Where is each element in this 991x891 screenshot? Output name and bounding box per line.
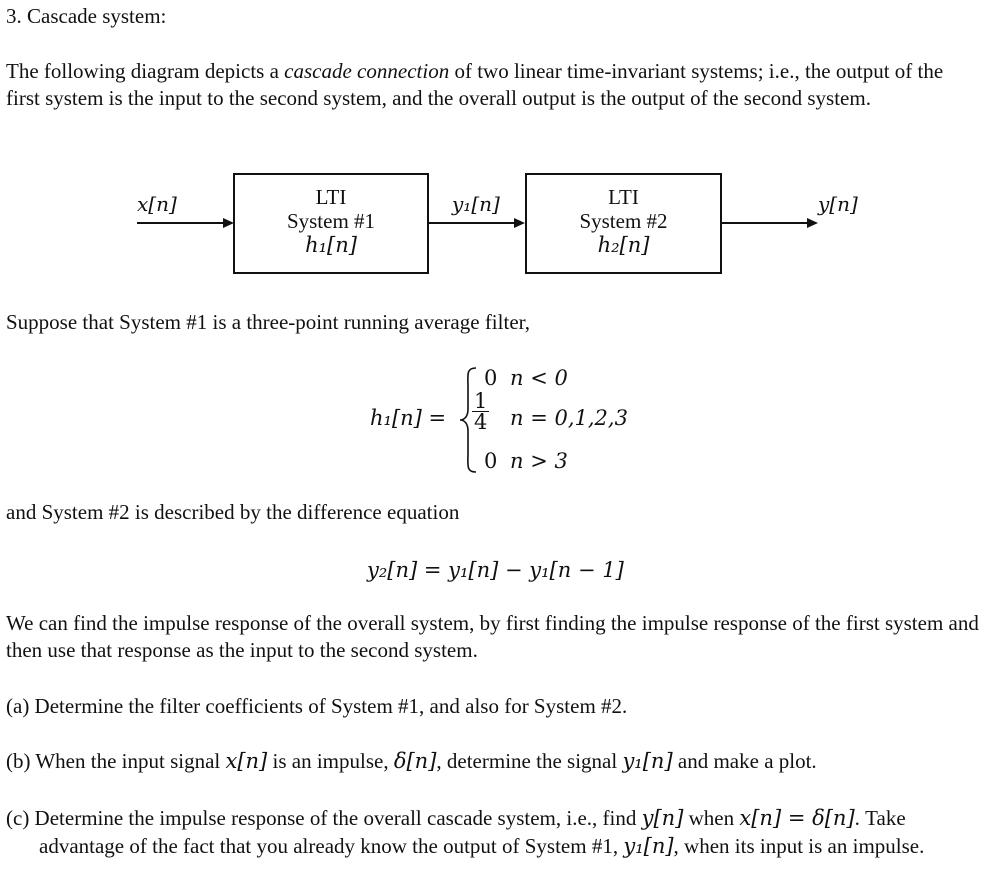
case1-value: 0 (484, 366, 498, 390)
system2-line1: LTI (608, 185, 639, 209)
question-b-mid2: , determine the signal (436, 749, 623, 773)
impulse-paragraph: We can find the impulse response of the overall system, by first finding the impulse response of the first system and then use that response as the input to the second system. (6, 611, 979, 662)
question-b-signal: y₁[n] (622, 749, 673, 773)
case3-value: 0 (484, 449, 498, 473)
question-b-input: x[n] (225, 749, 268, 773)
intro-part2: of two linear time-invariant systems; i.e., the output of the first system is the input to the second system, and the overall output is the output of the second system. (6, 59, 944, 110)
question-b-impulse: δ[n] (393, 749, 437, 773)
system1-impulse-response: h₁[n] (305, 233, 357, 257)
output-arrowhead (807, 218, 818, 228)
input-line (137, 222, 224, 224)
output-line (722, 222, 808, 224)
question-c-signal: y₁[n] (623, 834, 674, 858)
question-c-post: , when its input is an impulse. (673, 834, 925, 858)
case1-condition: n < 0 (510, 366, 568, 390)
question-c (6, 804, 986, 860)
system1-block (233, 173, 429, 274)
case2-condition: n = 0,1,2,3 (510, 406, 628, 430)
question-a: (a) Determine the filter coefficients of System #1, and also for System #2. (6, 694, 628, 718)
question-b (6, 749, 817, 774)
intro-paragraph (6, 58, 981, 112)
question-b-mid1: is an impulse, (267, 749, 394, 773)
question-c-mid2: . Take advantage of the fact that you already know the output of System #1, (39, 806, 906, 858)
fraction-denominator: 4 (474, 410, 488, 434)
question-c-mid1: when (683, 806, 740, 830)
section-title: 3. Cascade system: (6, 4, 167, 28)
intro-part1: The following diagram depicts a (6, 59, 285, 83)
question-b-post: and make a plot. (672, 749, 817, 773)
fraction-numerator: 1 (474, 389, 488, 413)
case3-condition: n > 3 (510, 449, 568, 473)
middle-line (429, 222, 515, 224)
intro-emphasis: cascade connection (284, 59, 450, 83)
h1-lhs: h₁[n] = (370, 406, 447, 430)
system2-line2: System #2 (579, 209, 668, 233)
system2-block (525, 173, 722, 274)
system1-line2: System #1 (286, 209, 376, 233)
system2-impulse-response: h₂[n] (597, 233, 650, 257)
question-c-output: y[n] (641, 806, 684, 830)
question-c-pre: (c) Determine the impulse response of the overall cascade system, i.e., find (6, 806, 642, 830)
question-b-pre: (b) When the input signal (6, 749, 226, 773)
system1-line1: LTI (315, 185, 347, 209)
middle-arrowhead (514, 218, 525, 228)
system2-text: and System #2 is described by the difference equation (6, 500, 460, 524)
case2-fraction (472, 391, 489, 432)
difference-equation: y₂[n] = y₁[n] − y₁[n − 1] (367, 558, 624, 582)
question-c-condition: x[n] = δ[n] (739, 806, 855, 830)
input-signal-label: x[n] (137, 192, 177, 216)
suppose-text: Suppose that System #1 is a three-point running average filter, (6, 310, 531, 334)
intermediate-signal-label: y₁[n] (452, 192, 500, 216)
output-signal-label: y[n] (818, 192, 858, 216)
